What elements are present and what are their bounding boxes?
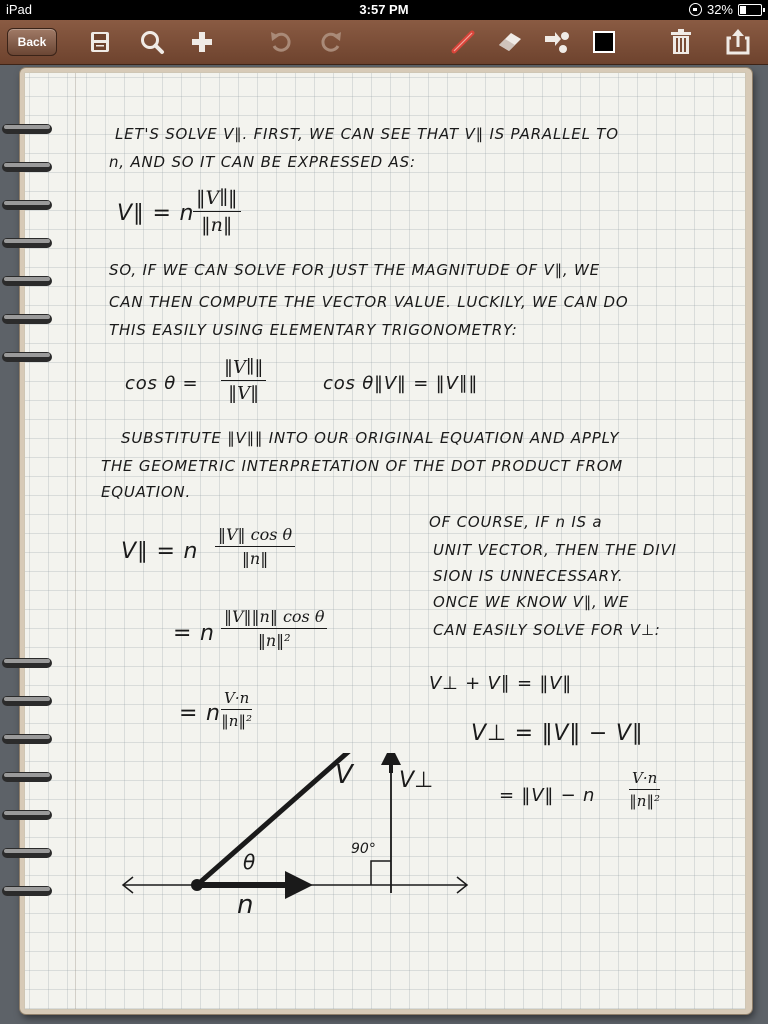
equation-substituted-fraction — [215, 525, 295, 568]
battery-icon — [738, 4, 762, 16]
label-theta: θ — [243, 850, 256, 874]
spiral-ring — [0, 308, 56, 330]
fraction-numerator: V·n — [221, 689, 252, 710]
redo-icon[interactable] — [317, 28, 345, 56]
spiral-ring — [0, 270, 56, 292]
fraction-numerator: ‖V∥‖ — [193, 187, 241, 212]
fraction-numerator: ‖V‖ cos θ — [215, 525, 295, 547]
note-line: SUBSTITUTE ‖V∥‖ INTO OUR ORIGINAL EQUATION AND APPLY — [121, 429, 620, 447]
equation-v-parallel-lhs: V∥ = n — [117, 201, 195, 226]
rotation-lock-icon — [689, 3, 702, 16]
trash-icon[interactable] — [667, 28, 695, 56]
equation-perp-final-fraction — [629, 769, 660, 810]
clock: 3:57 PM — [359, 2, 409, 17]
pen-icon[interactable] — [449, 28, 477, 56]
note-line: EQUATION. — [101, 483, 192, 501]
equation-final-fraction — [221, 689, 252, 730]
fraction-denominator: ‖n‖ — [241, 549, 269, 568]
note-line: THIS EASILY USING ELEMENTARY TRIGONOMETRY: — [109, 321, 518, 339]
note-line: LET'S SOLVE V∥. FIRST, WE CAN SEE THAT V∥ IS PARALLEL TO — [115, 125, 619, 143]
spiral-ring — [0, 728, 56, 750]
back-button[interactable]: Back — [7, 28, 57, 56]
fraction-denominator: ‖n‖² — [257, 631, 291, 650]
note-line: n, AND SO IT CAN BE EXPRESSED AS: — [109, 153, 416, 171]
equation-dot-lhs: = n — [173, 621, 215, 646]
spiral-ring — [0, 118, 56, 140]
equation-perp: V⊥ = ‖V‖ − V∥ — [471, 721, 644, 746]
label-n: n — [237, 890, 254, 920]
equation-sum: V⊥ + V∥ = ‖V‖ — [429, 673, 573, 694]
status-right — [689, 2, 762, 17]
note-line: THE GEOMETRIC INTERPRETATION OF THE DOT PRODUCT FROM — [101, 457, 624, 475]
fraction-numerator: ‖V‖‖n‖ cos θ — [221, 607, 327, 629]
fraction-denominator: ‖V‖ — [228, 383, 260, 404]
device-name: iPad — [6, 2, 33, 17]
notebook-page[interactable] — [24, 72, 746, 1010]
color-swatch[interactable] — [590, 28, 618, 56]
spiral-ring — [0, 804, 56, 826]
right-angle-mark — [371, 861, 391, 885]
spiral-ring — [0, 346, 56, 368]
save-icon[interactable] — [86, 28, 114, 56]
spiral-ring — [0, 232, 56, 254]
toolbar — [0, 20, 768, 65]
spiral-ring — [0, 766, 56, 788]
note-line: SION IS UNNECESSARY. — [433, 567, 624, 585]
note-line: OF COURSE, IF n IS a — [429, 513, 603, 531]
battery-percent: 32% — [706, 2, 733, 17]
eraser-icon[interactable] — [496, 28, 524, 56]
spiral-ring — [0, 156, 56, 178]
fraction-numerator: ‖V∥‖ — [221, 357, 266, 381]
page-margin-line — [75, 73, 76, 1009]
origin-point — [191, 879, 203, 891]
label-v: V — [335, 760, 353, 790]
notebook — [20, 68, 752, 1014]
vector-v-perp-arrowhead — [381, 753, 401, 765]
fraction-denominator: ‖n‖² — [221, 712, 252, 730]
note-line: CAN EASILY SOLVE FOR V⊥: — [433, 621, 661, 639]
label-v-perp: V⊥ — [399, 768, 434, 793]
vector-n-arrowhead — [285, 871, 313, 899]
vector-v — [197, 753, 381, 885]
note-line: UNIT VECTOR, THEN THE DIVI — [433, 541, 677, 559]
select-icon[interactable] — [543, 28, 571, 56]
equation-dot-fraction — [221, 607, 327, 650]
fraction-denominator: ‖n‖² — [629, 792, 660, 810]
status-bar — [0, 0, 768, 20]
note-line: CAN THEN COMPUTE THE VECTOR VALUE. LUCKILY, WE CAN DO — [109, 293, 629, 311]
spiral-ring — [0, 842, 56, 864]
equation-cos-rhs: cos θ‖V‖ = ‖V∥‖ — [323, 373, 479, 394]
fraction-denominator: ‖n‖ — [201, 214, 233, 236]
equation-substituted-lhs: V∥ = n — [121, 539, 199, 564]
spiral-ring — [0, 652, 56, 674]
vector-diagram — [115, 753, 485, 923]
spiral-ring — [0, 690, 56, 712]
add-icon[interactable] — [188, 28, 216, 56]
equation-perp-final-lhs: = ‖V‖ − n — [499, 785, 596, 806]
undo-icon[interactable] — [267, 28, 295, 56]
note-line: ONCE WE KNOW V∥, WE — [433, 593, 630, 611]
fraction-numerator: V·n — [629, 769, 660, 790]
share-icon[interactable] — [724, 28, 752, 56]
equation-cos-fraction — [221, 357, 266, 404]
equation-cos-lhs: cos θ = — [125, 373, 199, 394]
spiral-ring — [0, 880, 56, 902]
spiral-ring — [0, 194, 56, 216]
equation-final-lhs: = n — [179, 701, 221, 726]
label-90-degrees: 90° — [351, 841, 376, 857]
zoom-icon[interactable] — [138, 28, 166, 56]
equation-v-parallel-fraction — [193, 187, 241, 236]
note-line: SO, IF WE CAN SOLVE FOR JUST THE MAGNITUDE OF V∥, WE — [109, 261, 600, 279]
